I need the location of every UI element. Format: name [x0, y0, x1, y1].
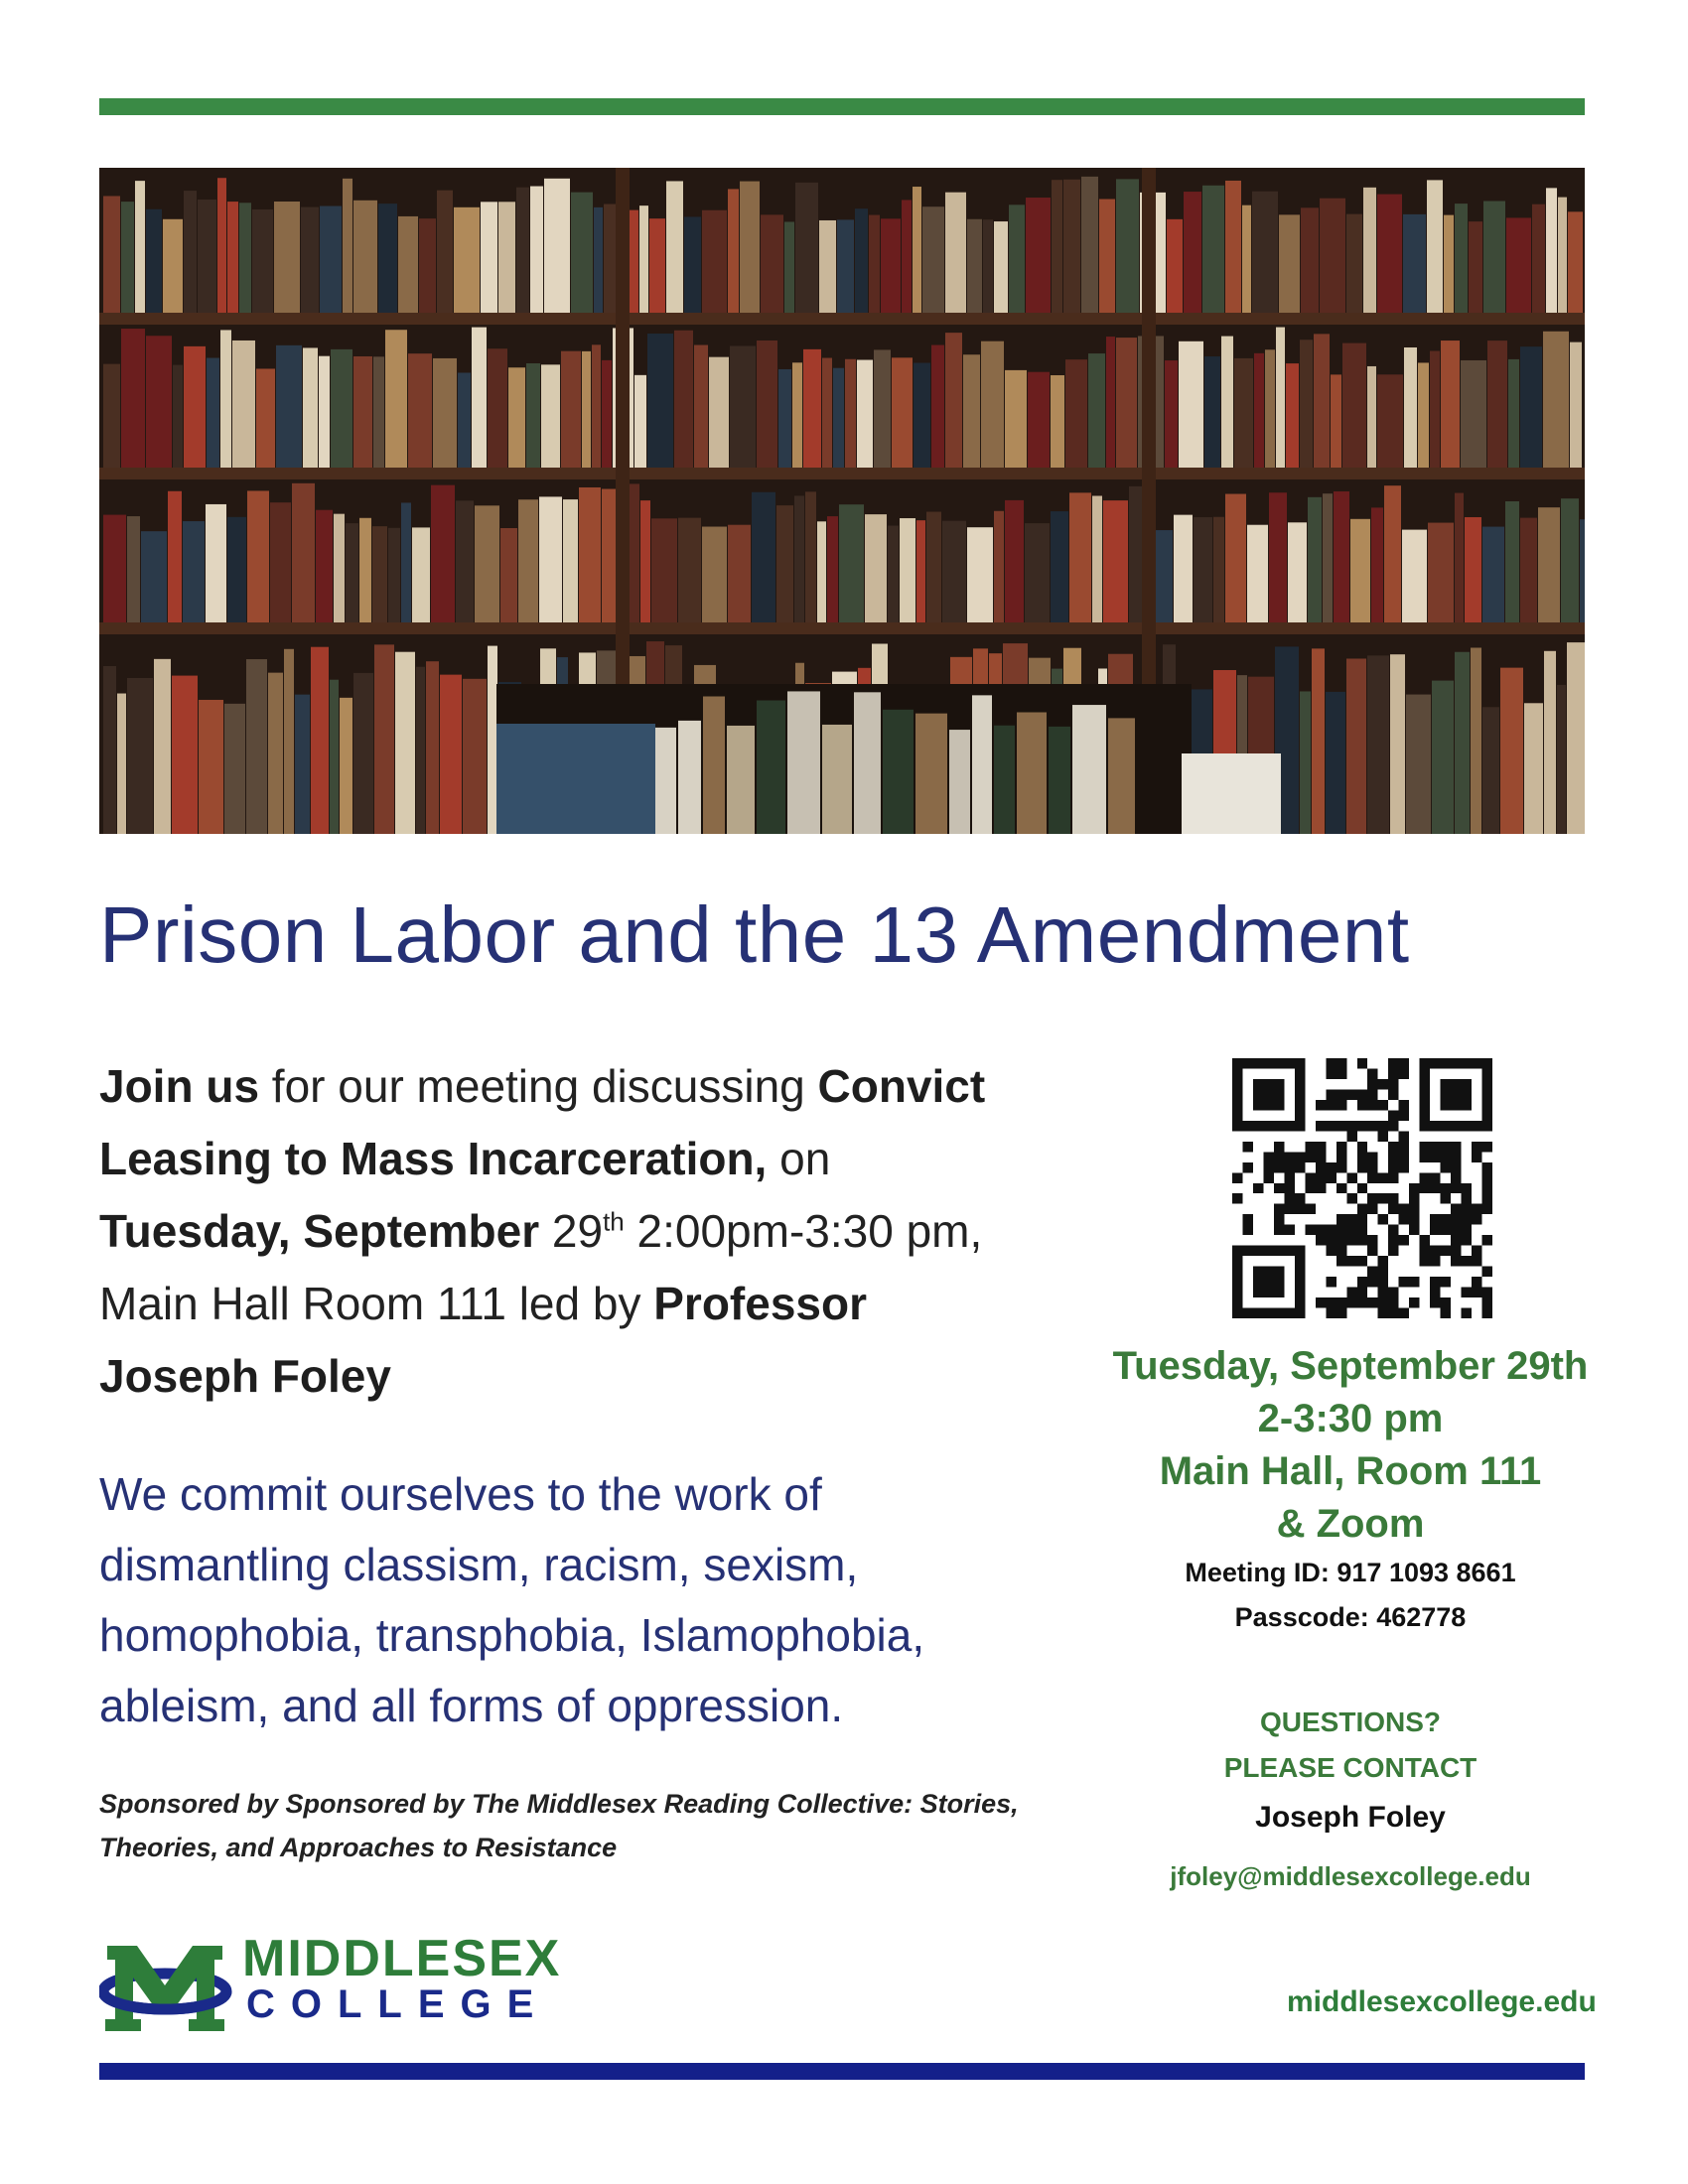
hero-image	[99, 168, 1585, 834]
logo-word-college: COLLEGE	[246, 1982, 550, 2026]
leader-text: Professor Joseph Foley	[99, 1278, 867, 1402]
intro-text-2: on	[767, 1133, 831, 1184]
page-title: Prison Labor and the 13 Amendment	[99, 890, 1410, 979]
contact-block	[1092, 1700, 1609, 1898]
date-text: 29	[539, 1205, 604, 1257]
topic-text: Convict Leasing to Mass Incarceration,	[99, 1060, 986, 1184]
qr-code-icon[interactable]	[1232, 1058, 1492, 1318]
contact-email-link[interactable]: jfoley@middlesexcollege.edu	[1170, 1861, 1531, 1891]
sponsor-note: Sponsored by Sponsored by The Middlesex Reading Collective: Stories, Theories, and Approaches to Resistance	[99, 1789, 1019, 1862]
join-us-text: Join us	[99, 1060, 260, 1112]
commitment-statement: We commit ourselves to the work of dismantling classism, racism, sexism, homophobia, transphobia, Islamophobia, ableism, and all forms of oppression.	[99, 1468, 925, 1731]
event-zoom: & Zoom	[1276, 1502, 1425, 1546]
intro-paragraph	[99, 1050, 1013, 1413]
contact-name: Joseph Foley	[1255, 1801, 1446, 1834]
questions-heading: QUESTIONS?	[1259, 1706, 1441, 1737]
intro-text-3: 2:00pm-3:30 pm, Main Hall Room 111 led by	[99, 1205, 983, 1329]
please-contact-heading: PLEASE CONTACT	[1223, 1752, 1477, 1783]
bookshelf-photo	[99, 168, 1585, 834]
bottom-divider	[99, 2063, 1585, 2080]
date-suffix: th	[603, 1206, 625, 1237]
website-link[interactable]: middlesexcollege.edu	[1287, 1985, 1597, 2018]
intro-text-1: for our meeting discussing	[259, 1060, 818, 1112]
event-location: Main Hall, Room 111	[1159, 1449, 1542, 1493]
meeting-id: Meeting ID: 917 1093 8661	[1185, 1558, 1516, 1587]
top-divider	[99, 98, 1585, 115]
event-details	[1092, 1340, 1609, 1640]
event-time: 2-3:30 pm	[1257, 1397, 1444, 1440]
day-text: Tuesday, September	[99, 1205, 540, 1257]
logo-word-middlesex: MIDDLESEX	[242, 1930, 562, 1987]
passcode: Passcode: 462778	[1234, 1602, 1467, 1632]
event-date: Tuesday, September 29th	[1112, 1344, 1589, 1388]
